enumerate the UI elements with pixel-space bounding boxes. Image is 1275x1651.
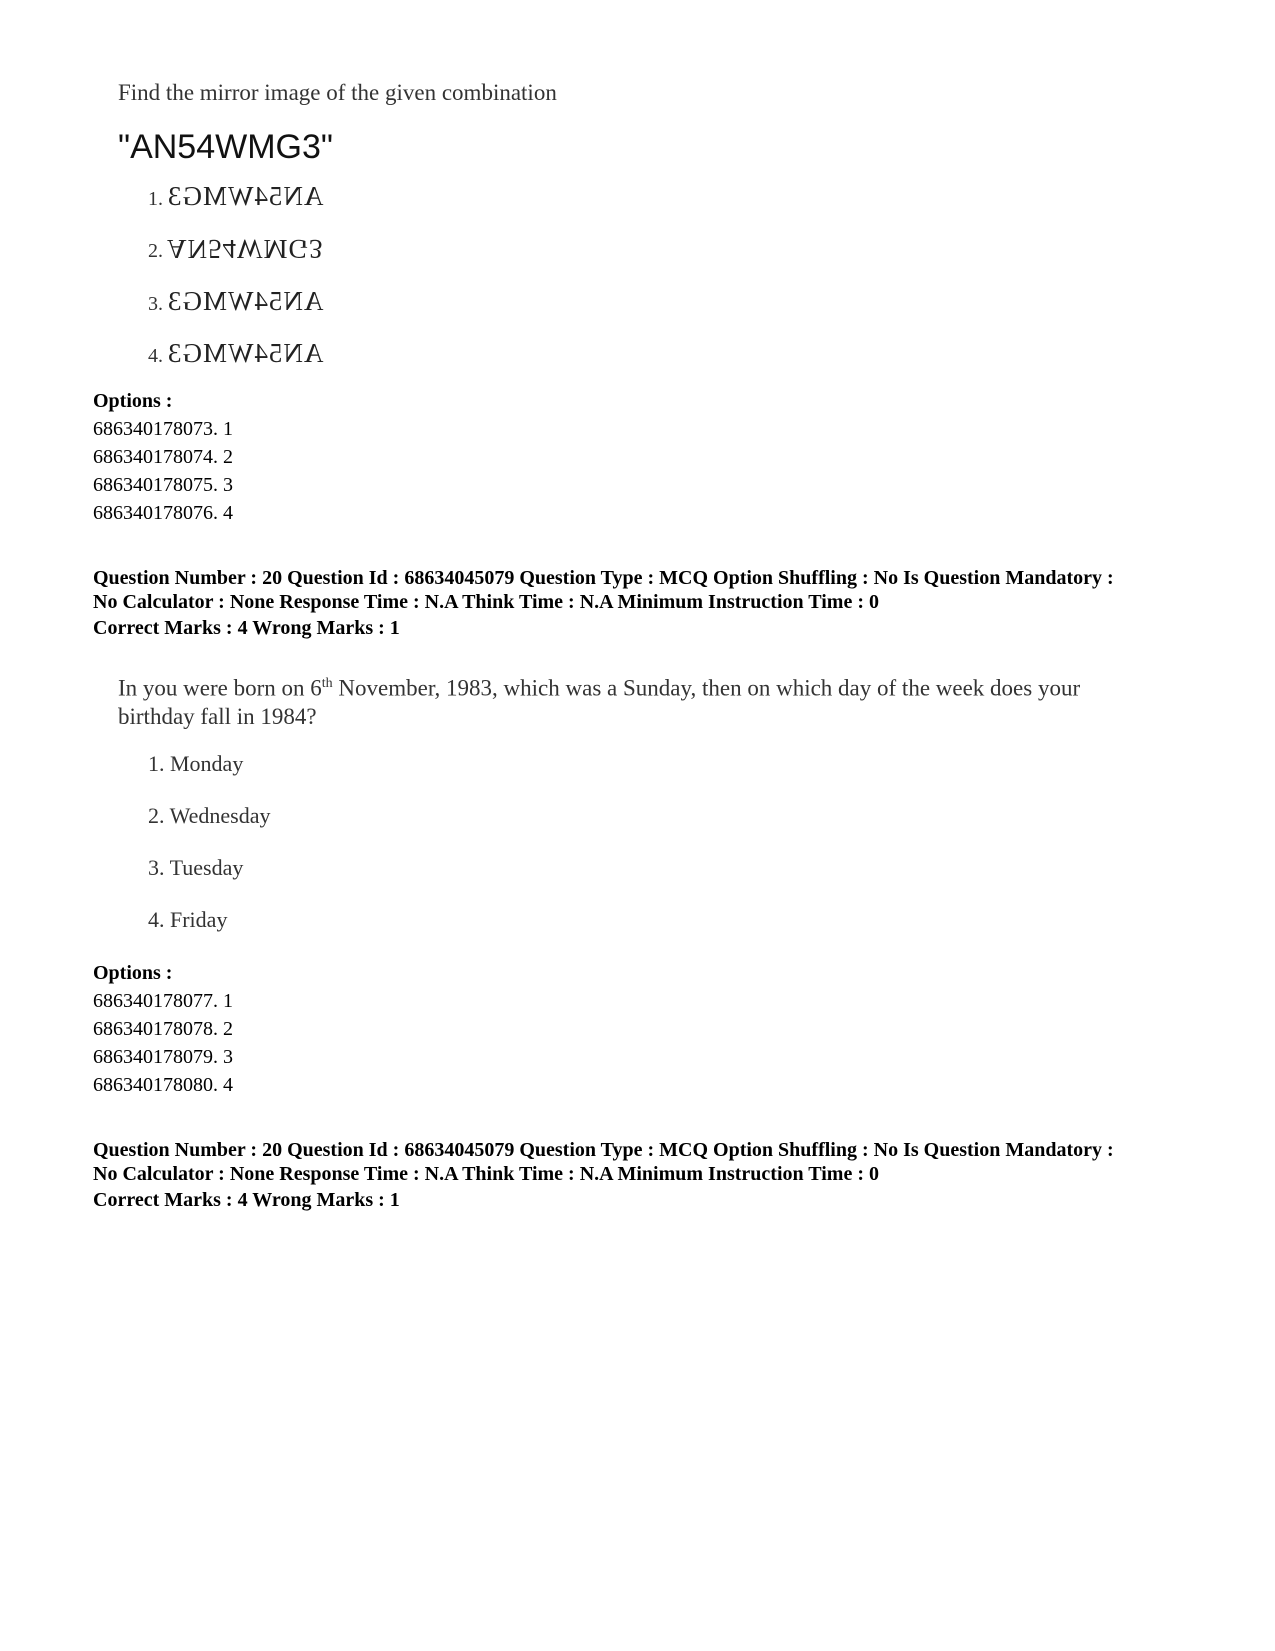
option-id: 686340178078. 2 <box>93 1018 233 1040</box>
prompt-text-part-1: In you were born on 6 <box>118 675 322 701</box>
option-id: 686340178073. 1 <box>93 418 233 440</box>
prompt-text-part-2: November, 1983, which was a Sunday, then on which day of the week does your <box>332 675 1081 701</box>
choice-item: 4. Friday <box>148 907 228 932</box>
choice-item: 2. Wednesday <box>148 803 271 828</box>
marks-line: Correct Marks : 4 Wrong Marks : 1 <box>93 617 400 639</box>
mirror-choice-2 <box>148 233 324 264</box>
combination-text: "AN54WMG3" <box>118 128 333 166</box>
question-meta-line-2: No Calculator : None Response Time : N.A Think Time : N.A Minimum Instruction Time : 0 <box>93 1163 879 1185</box>
options-heading: Options : <box>93 390 173 412</box>
choice-number: 4. <box>148 345 163 367</box>
mirror-choice-text: AN54WMG3 <box>167 181 324 211</box>
prompt-text-line-2: birthday fall in 1984? <box>118 703 317 729</box>
question-meta <box>93 566 1213 614</box>
choice-item: 1. Monday <box>148 751 244 776</box>
mirror-choice-text: AN54WMG3 <box>167 286 324 316</box>
question-meta <box>93 1138 1213 1186</box>
question-prompt: Find the mirror image of the given combination <box>118 80 557 105</box>
option-id: 686340178080. 4 <box>93 1074 233 1096</box>
option-id: 686340178077. 1 <box>93 990 233 1012</box>
option-id: 686340178076. 4 <box>93 502 233 524</box>
options-heading: Options : <box>93 962 173 984</box>
mirror-choice-text: AN54WMG3 <box>167 338 324 368</box>
prompt-superscript: th <box>321 676 333 691</box>
mirror-choice-3 <box>148 286 324 317</box>
option-id: 686340178079. 3 <box>93 1046 233 1068</box>
marks-line: Correct Marks : 4 Wrong Marks : 1 <box>93 1189 400 1211</box>
choice-number: 2. <box>148 240 163 262</box>
option-id: 686340178074. 2 <box>93 446 233 468</box>
choice-number: 3. <box>148 293 163 315</box>
question-meta-line-1: Question Number : 20 Question Id : 68634045079 Question Type : MCQ Option Shuffling : No Is Question Mandatory : <box>93 1139 1114 1161</box>
question-meta-line-1: Question Number : 20 Question Id : 68634045079 Question Type : MCQ Option Shuffling : No Is Question Mandatory : <box>93 567 1114 589</box>
mirror-choice-4 <box>148 338 324 369</box>
question-meta-line-2: No Calculator : None Response Time : N.A Think Time : N.A Minimum Instruction Time : 0 <box>93 591 879 613</box>
choice-item: 3. Tuesday <box>148 855 244 880</box>
mirror-choice-text: AN54WMG3 <box>167 234 324 264</box>
question-prompt <box>118 670 1118 731</box>
mirror-choice-1 <box>148 181 324 212</box>
choice-number: 1. <box>148 188 163 210</box>
option-id: 686340178075. 3 <box>93 474 233 496</box>
